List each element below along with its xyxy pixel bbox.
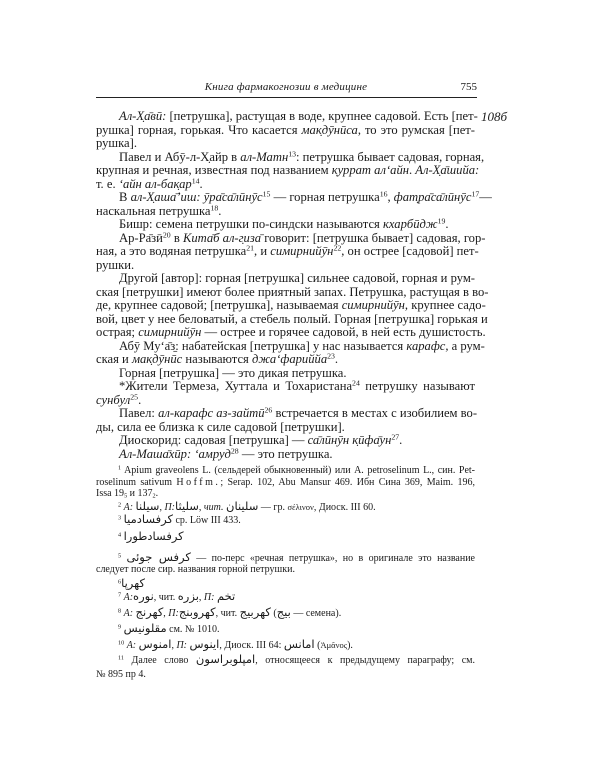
italic-term: П: [176,640,188,651]
text-segment: ср. Löw III 433. [172,515,241,526]
footnote-line [118,606,475,618]
note-reference: 2 [118,501,122,509]
footnote-line [118,551,475,563]
text-segment: ( [270,608,277,619]
italic-term: Кита̄б ал-г̣иза̄ [182,230,262,245]
footnote-line [96,669,475,681]
text-segment: ). [347,640,353,651]
text-segment: — семена). [290,608,342,619]
note-reference: 17 [471,189,480,199]
text-segment: Павел и Абӯ-л-Х̣айр в [119,149,241,164]
arabic-term: سليثا [175,499,199,513]
text-segment: ; Serap. 102, Abu Mansur 469. Ибн Сина 369, Maim. 196, [220,477,475,488]
note-reference: 27 [391,432,400,442]
main-text-line [119,447,475,462]
note-reference: 23 [327,351,335,361]
arabic-term: كهرنج [135,605,164,619]
text-segment: Горная [петрушка] — это дикая петрушка. [119,365,347,380]
text-segment: , Диоск. III 64: [219,640,284,651]
note-reference: 8 [118,607,122,615]
arabic-term: تخم [216,589,236,603]
italic-term: П: [168,608,179,619]
italic-term: симирнийӯн [138,325,202,339]
arabic-term: كهروبنج [178,605,216,619]
note-reference: 10 [118,639,125,647]
text-segment: roselinum sativum [96,477,177,488]
italic-term: ал-Х̣аша̄’иш: ӯра̄са̄лӣнӯс [130,190,263,204]
text-segment: , [198,592,204,603]
italic-term: чит. [203,502,224,513]
page-number: 755 [460,81,477,93]
arabic-term: كرفسادميا [123,512,173,526]
text-segment: петрушку называют [359,379,476,393]
italic-term: симирнийӯн, [341,298,409,312]
text-segment: . [399,433,403,447]
footnote-line [118,513,475,525]
text-segment: , то это румская [пет- [357,122,475,137]
text-segment: говорит: [петрушка бывает] садовая, гор- [261,230,486,245]
text-segment: . [155,488,159,499]
footnote-line [118,590,475,602]
note-reference: 24 [352,378,360,388]
running-header-title: Книга фармакогнозии в медицине [204,81,368,93]
note-reference: 5 [118,552,122,560]
note-reference: 11 [118,654,124,662]
text-segment: . [334,352,339,366]
footnote-line [118,577,475,589]
header-rule [96,97,477,98]
text-segment: т. е. [96,176,119,191]
italic-term: са̄лӣнӯн к̣ӣфа̄ун [307,433,392,447]
text-segment: крупнее садо- [408,298,486,312]
note-reference: 3 [118,514,122,522]
note-reference: 25 [130,392,139,402]
italic-term: Ал-Х̣а̄вӣ: [119,109,167,123]
footnote-line [118,638,475,650]
text-segment: , чит. [215,608,240,619]
footnote-line [118,653,475,665]
text-segment: , и [254,244,271,258]
text-segment: Далее слово [123,655,196,666]
text-segment: , [387,190,394,204]
italic-term: П: [203,592,215,603]
text-segment: — гр. [258,502,288,513]
text-segment: σέλινον [287,502,314,512]
note-reference: 15 [262,189,271,199]
note-reference: 28 [230,446,239,456]
note-reference: 21 [246,243,255,253]
text-segment: Диоскорид: садовая [петрушка] — [119,433,308,447]
text-segment: . [199,176,203,191]
note-reference: 6 [118,578,122,586]
italic-term: мак̣дӯнӣс [131,352,183,366]
note-reference: 13 [288,149,296,159]
italic-term: симирнийӯн [270,244,334,258]
text-segment: крупная и речная, известная под названием [96,163,332,177]
text-segment: . [138,392,142,407]
text-segment: следует после сир. названия горной петрушки. [96,564,295,575]
italic-term: A: [123,592,134,603]
text-segment: , [159,502,165,513]
text-segment: , [163,608,169,619]
italic-term: П: [164,502,175,513]
italic-term: карафс, [406,338,449,353]
arabic-term: اينوس [189,637,220,651]
italic-term: Ал-Х̣а̄шийа: [415,163,480,177]
italic-term: джа‘фариййа [251,352,328,366]
arabic-term: سيلنا [135,499,160,513]
text-segment: Ар-Ра̄зӣ [119,230,163,245]
note-reference: 20 [162,230,171,240]
text-segment: наскальная петрушка [96,203,211,218]
text-segment: — горная петрушка [270,190,380,204]
italic-term: A: [126,640,137,651]
text-segment: [петрушка], растущая в воде, крупнее садовой. Есть [пет- [166,109,478,123]
footnote-line [96,564,475,576]
text-segment: а рум- [448,338,485,353]
arabic-term: كهرپا [121,576,145,590]
italic-term: A: [123,608,134,619]
text-segment: № 895 пр 4. [96,669,146,680]
text-segment: Hoffm. [176,477,221,488]
arabic-term: بزره [177,589,199,603]
note-reference: 19 [437,216,446,226]
text-segment: ды, сила ее близка к силе садовой [петрушки]. [96,419,345,434]
text-segment: называются [182,352,252,366]
note-reference: 7 [118,591,122,599]
text-segment: Ἀμᾶνος [320,640,348,650]
arabic-term: كرفس جوئى [126,550,191,564]
note-reference: 4 [118,531,122,539]
italic-term: A: [123,502,134,513]
footnote-line [118,465,475,477]
text-segment: В [119,190,131,204]
text-segment: рушка] горная, горькая. Что касается [96,122,302,137]
note-reference: 9 [118,623,122,631]
text-segment: — по-перс «речная петрушка», но в оригинале это название [190,553,475,564]
text-segment: : петрушка бывает садовая, горная, [296,149,485,164]
arabic-term: امپلوبراسون [195,652,256,666]
footnote-line [118,500,475,512]
text-segment: ( [314,640,321,651]
text-segment: . [409,163,416,177]
text-segment: *Жители Термеза, Хуттала и Тохаристана [119,379,353,393]
text-segment: , [198,502,204,513]
text-segment: 5 [124,492,128,500]
text-segment: — это петрушка. [238,446,333,461]
text-segment: ская [петрушки] имеют более приятный запах. Петрушка, растущая в во- [96,284,489,299]
text-segment: , он острее [садовой] пет- [341,244,479,258]
arabic-term: امانس [283,637,315,651]
note-reference: 22 [333,243,342,253]
text-segment: и 137 [127,488,153,499]
text-segment: — [479,190,492,204]
text-segment: рушки. [96,257,135,272]
text-segment: — острее и горячее садовой, в ней есть душистость. [201,325,486,339]
note-reference: 16 [379,189,388,199]
text-segment: , [171,640,177,651]
italic-term: ‘айн ал-бак̣ар [118,176,192,191]
arabic-term: مقلونيس [123,621,167,635]
text-segment: Павел: [119,406,159,420]
note-reference: 1 [118,464,122,472]
footnote-line [118,530,475,542]
margin-note: 108б [481,109,508,124]
italic-term: к̣уррат ал‘айн [331,163,409,177]
note-reference: 18 [210,203,219,213]
italic-term: кхарбӣдж [382,217,438,231]
arabic-term: كرفسادطورا [123,529,184,543]
italic-term: мак̣дӯнӣса [301,122,358,137]
text-segment: . [445,217,449,231]
text-segment: в [170,230,183,245]
italic-term: фат̣ра̄са̄лӣнӯс [393,190,472,204]
text-segment: , относящееся к предыдущему параграфу; см. [255,655,476,666]
text-segment: острая; [96,325,139,339]
text-segment: ная, а это водяная петрушка [96,244,247,258]
arabic-term: امنوس [138,637,172,651]
text-segment: Абӯ Му‘а̄з̱: набатейская [петрушка] у нас называется [119,338,407,353]
text-segment: 2 [152,492,156,500]
note-reference: 14 [191,176,200,186]
italic-term: сунбул [96,392,131,407]
text-segment: Другой [автор]: горная [петрушка] сильнее садовой, горная и рум- [119,271,475,285]
italic-term: ал-карафс аз-зайтӣ [158,406,265,420]
text-segment: см. № 1010. [166,624,220,635]
arabic-term: سلينان [226,499,259,513]
italic-term: Ал-Маша̄хӣр: ‘амруд [119,446,231,461]
arabic-term: كهربيج [239,605,271,619]
text-segment: , чит. [153,592,178,603]
text-segment: . [218,203,222,218]
text-segment: де, крупнее садовой; [петрушка], называемая [96,298,342,312]
text-segment: встречается в местах с изобилием во- [272,406,478,420]
footnote-line [118,622,475,634]
arabic-term: نوره [133,589,154,603]
text-segment: Apium graveolens L. (сельдерей обыкновенный) или A. petroselinum L., син. Pet- [121,465,475,476]
text-segment: Issa 19 [96,488,125,499]
text-segment: рушка]. [96,136,137,150]
text-segment: вой, цвет у нее беловатый, а стебель полый. Горная [петрушка] горькая и [96,311,488,326]
text-segment: , Диоск. III 60. [313,502,376,513]
italic-term: ал-Матн [240,149,289,164]
text-segment: ская и [96,352,132,366]
note-reference: 26 [264,405,273,415]
arabic-term: بيج [276,605,291,619]
text-segment: Бишр: семена петрушки по-синдски называются [119,217,383,231]
